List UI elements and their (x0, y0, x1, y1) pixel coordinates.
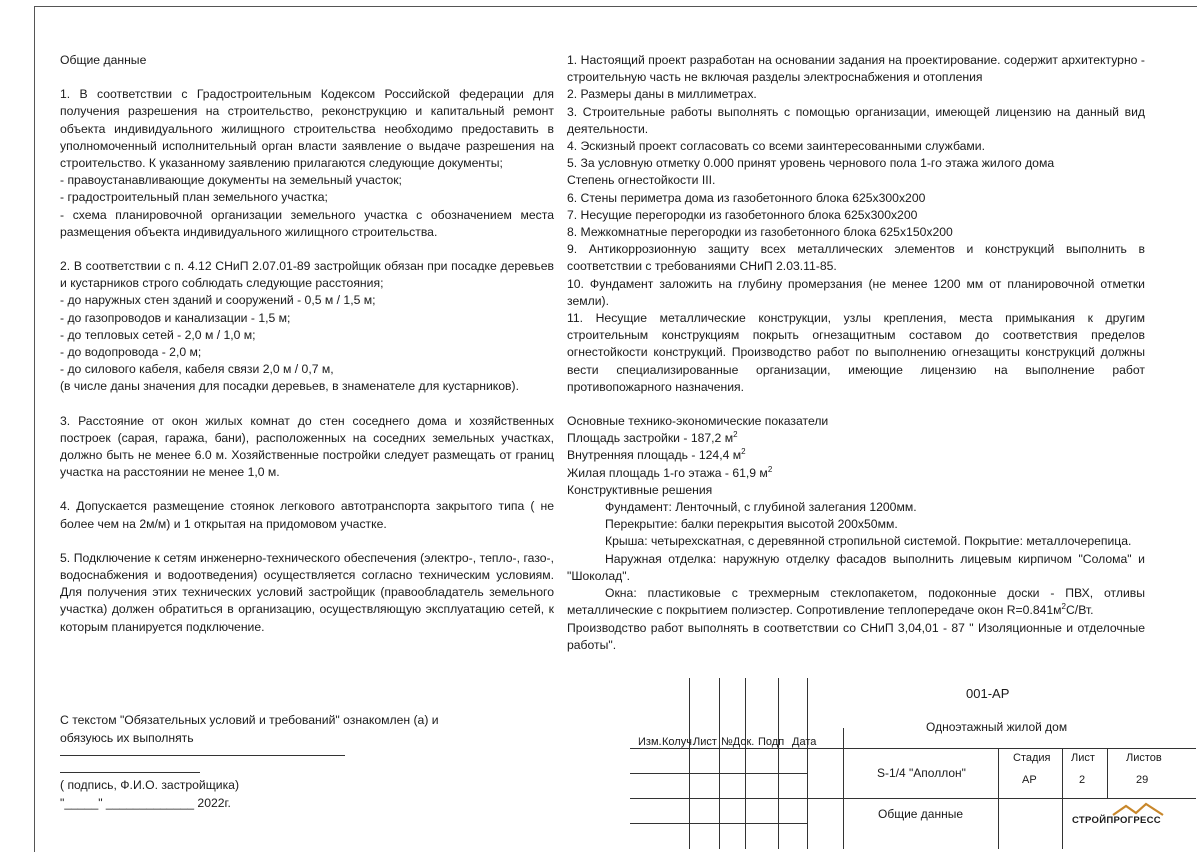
stage-value: АР (1022, 774, 1037, 786)
object-name: Одноэтажный жилой дом (926, 720, 1068, 734)
list-item: - до газопроводов и канализации - 1,5 м; (60, 310, 291, 325)
col-podp: Подп (758, 736, 785, 748)
sheet-value: 2 (1079, 774, 1086, 786)
general-data-left-column (60, 52, 554, 636)
area-build: Площадь застройки - 187,2 $м^2$ (567, 430, 738, 446)
note-item: 9. Антикоррозионную защиту всех металлических элементов и конструкций выполнить в соответствии с требованиями СНиП 2.03.11-85. (567, 242, 1145, 274)
list-item: - до силового кабеля, кабеля связи 2,0 м / 0,7 м, (60, 362, 334, 377)
paragraph-3: 3. Расстояние от окон жилых комнат до стен соседнего дома и хозяйственных построек (сарая, гаража, бани), расположенных на соседних земельных участках, должно быть не менее 6.0 м. Хозяйственные постройки следует размещать от границ участка на расстоянии не менее 1,0 м. (60, 413, 554, 480)
company-name: СТРОЙПРОГРЕСС (1072, 815, 1161, 826)
signature-line (60, 755, 345, 756)
note-item: 10. Фундамент заложить на глубину промерзания (не менее 1200 мм от планировочной отметки земли). (567, 276, 1145, 308)
list-item: - схема планировочной организации земельного участка с обозначением места размещения объекта индивидуального жилищного строительства. (60, 207, 554, 239)
note-item: 6. Стены периметра дома из газобетонного блока 625х300х200 (567, 190, 926, 205)
general-data-right-column (567, 52, 1145, 654)
ack-line-2: обязуюсь их выполнять (60, 730, 194, 745)
roof-text: Крыша: четырехскатная, с деревянной стропильной системой. Покрытие: металлочерепица. (605, 534, 1132, 549)
list-item: - правоустанавливающие документы на земельный участок; (60, 173, 402, 188)
sheet-title: Общие данные (878, 807, 964, 821)
list-item: - до водопровода - 2,0 м; (60, 345, 202, 360)
ack-line-1: С текстом "Обязательных условий и требований" ознакомлен (а) и (60, 713, 439, 727)
note-item: 4. Эскизный проект согласовать со всеми заинтересованными службами. (567, 139, 985, 154)
constructive-title: Конструктивные решения (567, 482, 713, 497)
signature-caption: ( подпись, Ф.И.О. застройщика) (60, 778, 240, 792)
paragraph-5: 5. Подключение к сетям инженерно-технического обеспечения (электро-, тепло-, газо-, водоснабжения и водоотведения) осуществляется согласно техническим условиям. Для получения этих технических условий застройщик (правообладатель земельного участка) должен обратиться в организацию, осуществляющую эксплуатацию сетей, к которым планируется подключение. (60, 550, 554, 634)
paragraph-2: 2. В соответствии с п. 4.12 СНиП 2.07.01-89 застройщик обязан при посадке деревьев и кустарников строго соблюдать следующие расстояния; (60, 259, 554, 291)
list-item: - градостроительный план земельного участка; (60, 190, 328, 205)
section-heading: Общие данные (60, 53, 147, 67)
title-block (630, 678, 1196, 849)
signature-line (60, 772, 200, 773)
col-koluch: Колуч. (662, 736, 695, 748)
col-doc: №Док. (721, 736, 755, 748)
company-logo (1068, 800, 1186, 830)
signature-date: "_____" _____________ 2022г. (60, 795, 231, 810)
paragraph-4: 4. Допускается размещение стоянок легкового автотранспорта закрытого типа ( не более чем на 2м/м) и 1 открытая на придомовом участке. (60, 499, 554, 531)
note-item: 8. Межкомнатные перегородки из газобетонного блока 625х150х200 (567, 225, 953, 240)
list-item: - до наружных стен зданий и сооружений - 0,5 м / 1,5 м; (60, 293, 376, 308)
note-item: 2. Размеры даны в миллиметрах. (567, 87, 757, 102)
sheets-value: 29 (1136, 774, 1149, 786)
area-living: Жилая площадь 1-го этажа - 61,9 $м^2$ (567, 464, 773, 480)
facade-text: Наружная отделка: наружную отделку фасадов выполнить лицевым кирпичом "Солома" и "Шоколад". (567, 551, 1145, 583)
sheets-label: Листов (1126, 752, 1162, 764)
col-list: Лист (693, 736, 717, 748)
note-item: 1. Настоящий проект разработан на основании задания на проектирование. содержит архитектурно - строительную часть не включая разделы электроснабжения и отопления (567, 53, 1145, 85)
note-item: 3. Строительные работы выполнять с помощью организации, имеющей лицензию на данный вид деятельности. (567, 104, 1145, 136)
sheet-label: Лист (1071, 752, 1095, 764)
note-item: 11. Несущие металлические конструкции, узлы крепления, места примыкания к другим строительным конструкциям покрыть огнезащитным составом до соответствия пределов огнестойкости конструкций. Производство работ по выполнению огнезащиты конструкций должны вести специализированные организации, имеющие лицензию на выполнение работ противопожарного назначения. (567, 311, 1145, 394)
paragraph-1: 1. В соответствии с Градостроительным Кодексом Российской федерации для получения разрешения на строительство, реконструкцию и капитальный ремонт объекта индивидуального жилищного строительства необходимо предоставить в уполномоченный исполнительный орган власти заявление о выдаче разрешения на строительство. К указанному заявлению прилагаются следующие документы; (60, 87, 554, 171)
windows-text: Окна: пластиковые с трехмерным стеклопакетом, подоконные доски - ПВХ, отливы металлические с покрытием полиэстер. Сопротивление теплопередаче окон $R=0.841м^2С/Вт$. (567, 586, 1145, 618)
acknowledgement-block (60, 712, 480, 812)
note-item: Степень огнестойкости III. (567, 173, 716, 188)
col-izm: Изм. (638, 736, 662, 748)
works-text: Производство работ выполнять в соответствии со СНиП 3,04,01 - 87 " Изоляционные и отделочные работы". (567, 620, 1145, 652)
area-inner: Внутренняя площадь - 124,4 $м^2$ (567, 447, 746, 463)
project-name: S-1/4 "Аполлон" (877, 766, 966, 780)
floors-text: Перекрытие: балки перекрытия высотой 200х50мм. (605, 517, 898, 532)
stage-label: Стадия (1013, 752, 1051, 764)
note-item: 7. Несущие перегородки из газобетонного блока 625х300х200 (567, 207, 918, 222)
tep-title: Основные технико-экономические показатели (567, 414, 829, 429)
note-item: 5. За условную отметку 0.000 принят уровень чернового пола 1-го этажа жилого дома (567, 156, 1055, 171)
col-data: Дата (792, 736, 817, 748)
list-item: - до тепловых сетей - 2,0 м / 1,0 м; (60, 327, 256, 342)
foundation-text: Фундамент: Ленточный, с глубиной залегания 1200мм. (605, 500, 917, 515)
list-item: (в числе даны значения для посадки деревьев, в знаменателе для кустарников). (60, 379, 519, 394)
drawing-code: 001-АР (966, 686, 1010, 701)
